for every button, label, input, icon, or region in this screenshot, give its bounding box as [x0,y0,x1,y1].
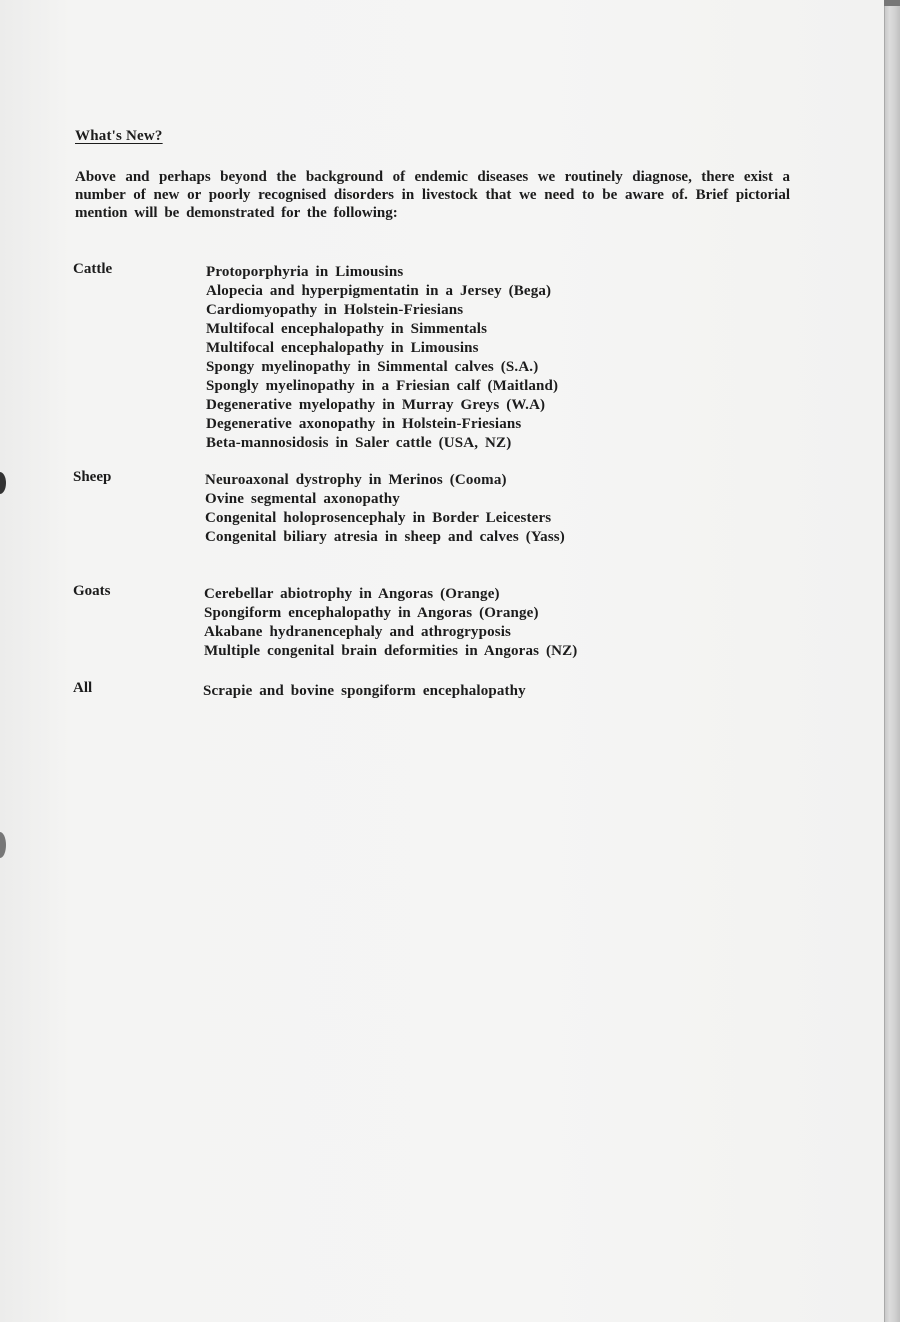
list-item: Multifocal encephalopathy in Limousins [206,340,479,356]
list-item: Degenerative axonopathy in Holstein-Friesians [206,416,522,432]
list-item: Ovine segmental axonopathy [205,491,400,507]
disorder-list [206,263,558,453]
list-item: Neuroaxonal dystrophy in Merinos (Cooma) [205,472,507,488]
category-label: Sheep [73,469,112,485]
category-label: All [73,680,93,696]
page-edge-shadow [884,0,900,1322]
list-item: Scrapie and bovine spongiform encephalopathy [203,683,526,699]
list-item: Congenital biliary atresia in sheep and calves (Yass) [205,529,565,545]
list-item: Multiple congenital brain deformities in Angoras (NZ) [204,643,578,659]
list-item: Spongiform encephalopathy in Angoras (Orange) [204,605,539,621]
list-item: Multifocal encephalopathy in Simmentals [206,321,488,337]
intro-paragraph: Above and perhaps beyond the background of endemic diseases we routinely diagnose, there exist a number of new or poorly recognised disorders in livestock that we need to be aware of. Brief pictorial mention will be demonstrated for the following: [75,169,790,221]
disorder-list [205,471,565,547]
list-item: Degenerative myelopathy in Murray Greys (W.A) [206,397,546,413]
list-item: Cerebellar abiotrophy in Angoras (Orange) [204,586,500,602]
list-item: Akabane hydranencephaly and athrogryposis [204,624,512,640]
section-heading: What's New? [75,128,163,144]
list-item: Cardiomyopathy in Holstein-Friesians [206,302,464,318]
binding-hole-mark [0,472,6,494]
binding-hole-mark [0,832,6,858]
list-item: Protoporphyria in Limousins [206,264,404,280]
list-item: Spongly myelinopathy in a Friesian calf (Maitland) [206,378,559,394]
list-item: Spongy myelinopathy in Simmental calves (S.A.) [206,359,539,375]
list-item: Congenital holoprosencephaly in Border Leicesters [205,510,552,526]
page-edge-corner [884,0,900,6]
disorder-list [204,585,577,661]
disorder-list [203,682,526,701]
list-item: Alopecia and hyperpigmentatin in a Jersey (Bega) [206,283,552,299]
category-label: Cattle [73,261,113,277]
category-label: Goats [73,583,111,599]
list-item: Beta-mannosidosis in Saler cattle (USA, NZ) [206,435,512,451]
